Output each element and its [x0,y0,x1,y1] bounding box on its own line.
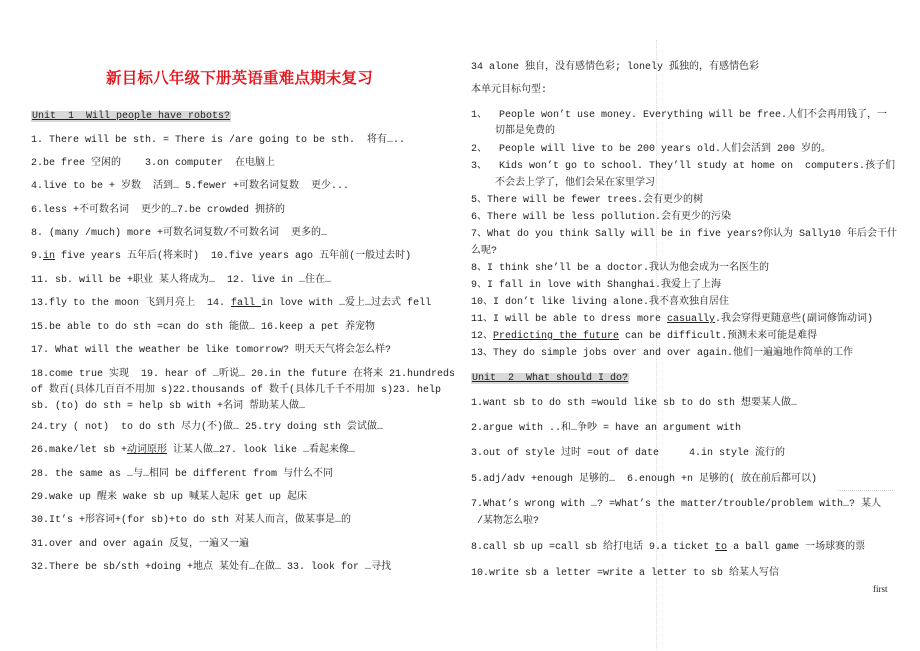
page-divider [656,40,657,650]
line-text: 18.come true 实现 19. hear of …听说… 20.in the future 在将来 21.hundreds [31,369,456,380]
line-text: 4.live to be + 岁数 活到… 5.fewer +可数名词复数 更少... [31,181,350,192]
line-text: 8、I think she’ll be a doctor.我认为他会成为一名医生的 [471,263,770,274]
line-text: 3.out of style 过时 =out of date 4.in style 流行的 [471,448,786,459]
list-item [471,143,831,157]
line-text: 13.fly to the moon 飞到月亮上 14. [31,298,232,309]
line-text: 11、I will be able to dress more [471,314,668,325]
list-item [31,384,441,398]
list-item [471,515,539,529]
unit-heading [31,110,231,124]
dotted-mark [838,490,893,491]
list-item [31,321,375,335]
line-text: 29.wake up 醒来 wake sb up 喊某人起床 get up 起床 [31,492,308,503]
line-text: 6、There will be less pollution.会有更少的污染 [471,212,732,223]
line-text: 28. the same as …与…相同 be different from 与什么不同 [31,469,334,480]
line-text: 1.want sb to do sth =would like sb to do sth 想要某人做… [471,398,798,409]
line-text: 9、I fall in love with Shanghai.我爱上了上海 [471,280,722,291]
line-text: 5、There will be fewer trees.会有更少的树 [471,195,704,206]
line-text: 11. sb. will be +职业 某人将成为… 12. live in …住在… [31,275,332,286]
line-text: 6.less +不可数名词 更少的…7.be crowded 拥挤的 [31,205,286,216]
line-text: 9. [31,251,44,262]
line-text: 32.There be sb/sth +doing +地点 某处有…在做… 33. look for …寻找 [31,562,392,573]
list-item [31,157,275,171]
list-item [31,444,355,458]
line-text: 17. What will the weather be like tomorrow? 明天天气将会怎么样? [31,345,392,356]
underlined-text: fall [231,298,262,309]
list-item [31,274,331,288]
line-text: 31.over and over again 反复，一遍又一遍 [31,539,250,550]
line-text: a ball game 一场球赛的票 [727,542,866,553]
list-item [31,180,349,194]
list-item [471,262,769,276]
line-text: 1、 People won’t use money. Everything will be free.人们不会再用钱了，一 [471,110,888,121]
line-text: 不会去上学了，他们会呆在家里学习 [471,178,656,189]
line-text: 15.be able to do sth =can do sth 能做… 16.keep a pet 养宠物 [31,322,376,333]
list-item [471,330,817,344]
list-item [471,347,853,361]
list-item [471,84,547,98]
line-text: 3、 Kids won’t go to school. They’ll study at home on computers.孩子们 [471,161,896,172]
line-text: 8. (many /much) more +可数名词复数/不可数名词 更多的… [31,228,328,239]
line-text: 30.It’s +形容词+(for sb)+to do sth 对某人而言，做某事是…的 [31,515,352,526]
line-text: 8.call sb up =call sb 给打电话 9.a ticket [471,542,716,553]
list-item [31,468,333,482]
line-text: 本单元目标句型: [471,85,548,96]
list-item [31,421,383,435]
line-text: of 数百(具体几百百不用加 s)22.thousands of 数千(具体几千千不用加 s)23. help [31,385,442,396]
list-item [471,567,779,581]
line-text: 26.make/let sb + [31,445,128,456]
line-text: 13、They do simple jobs over and over again.他们一遍遍地作简单的工作 [471,348,854,359]
list-item [31,250,411,264]
list-item [471,296,729,310]
underlined-text: 动词原形 [127,445,168,456]
list-item [31,514,351,528]
list-item [31,227,327,241]
line-text: five years 五年后(将来时) 10.five years ago 五年前(一般过去时) [55,251,412,262]
line-text: 么呢? [471,246,498,257]
line-text: Unit 1 Will people have robots? [32,111,231,122]
line-text: 2、 People will live to be 200 years old.人们会活到 200 岁的。 [471,144,832,155]
line-text: Unit 2 What should I do? [472,373,629,384]
list-item [471,177,655,191]
line-text: 切都是免费的 [471,126,556,137]
line-text: 1. There will be sth. = There is /are going to be sth. 将有….. [31,135,406,146]
line-text: 2.argue with ..和…争吵 = have an argument with [471,423,742,434]
line-text: /某物怎么啦? [471,516,540,527]
line-text: 5.adj/adv +enough 足够的… 6.enough +n 足够的( 放在前后都可以) [471,474,818,485]
list-item [471,109,887,123]
list-item [471,541,865,555]
list-item [471,211,731,225]
list-item [471,61,759,75]
underlined-text: casually [667,314,716,325]
list-item [471,228,897,242]
line-text: 10、I don’t like living alone.我不喜欢独自居住 [471,297,730,308]
list-item [31,400,305,414]
list-item [471,498,881,512]
line-text: 10.write sb a letter =write a letter to sb 给某人写信 [471,568,780,579]
line-text: 12、 [471,331,494,342]
list-item [471,194,703,208]
line-text: in love with …爱上…过去式 fell [261,298,432,309]
line-text: 7.What’s wrong with …? =What’s the matter/trouble/problem with…? 某人 [471,499,882,510]
unit-heading [471,372,629,386]
list-item [31,134,405,148]
line-text: 34 alone 独自，没有感情色彩; lonely 孤独的，有感情色彩 [471,62,760,73]
underlined-text: to [715,542,728,553]
line-text: sb. (to) do sth = help sb with +名词 帮助某人做… [31,401,306,412]
list-item [31,344,391,358]
list-item [31,204,285,218]
footer-text: first [873,584,888,594]
underlined-text: Predicting the future [493,331,620,342]
list-item [31,491,307,505]
list-item [471,160,895,174]
list-item [471,397,797,411]
document-title: 新目标八年级下册英语重难点期末复习 [106,69,373,87]
line-text: 2.be free 空闲的 3.on computer 在电脑上 [31,158,276,169]
line-text: 7、What do you think Sally will be in five years?你认为 Sally10 年后会干什 [471,229,898,240]
line-text: 让某人做…27. look like …看起来像… [167,445,356,456]
list-item [471,447,785,461]
list-item [471,279,721,293]
list-item [31,561,391,575]
line-text: .我会穿得更随意些(副词修饰动词) [715,314,874,325]
list-item [471,245,497,259]
list-item [31,297,431,311]
list-item [31,538,249,552]
line-text: can be difficult.预测未来可能是难得 [619,331,818,342]
line-text: 24.try ( not) to do sth 尽力(不)做… 25.try doing sth 尝试做… [31,422,384,433]
list-item [31,368,455,382]
list-item [471,125,555,139]
underlined-text: in [43,251,56,262]
list-item [471,313,873,327]
list-item [471,422,741,436]
list-item [471,473,817,487]
